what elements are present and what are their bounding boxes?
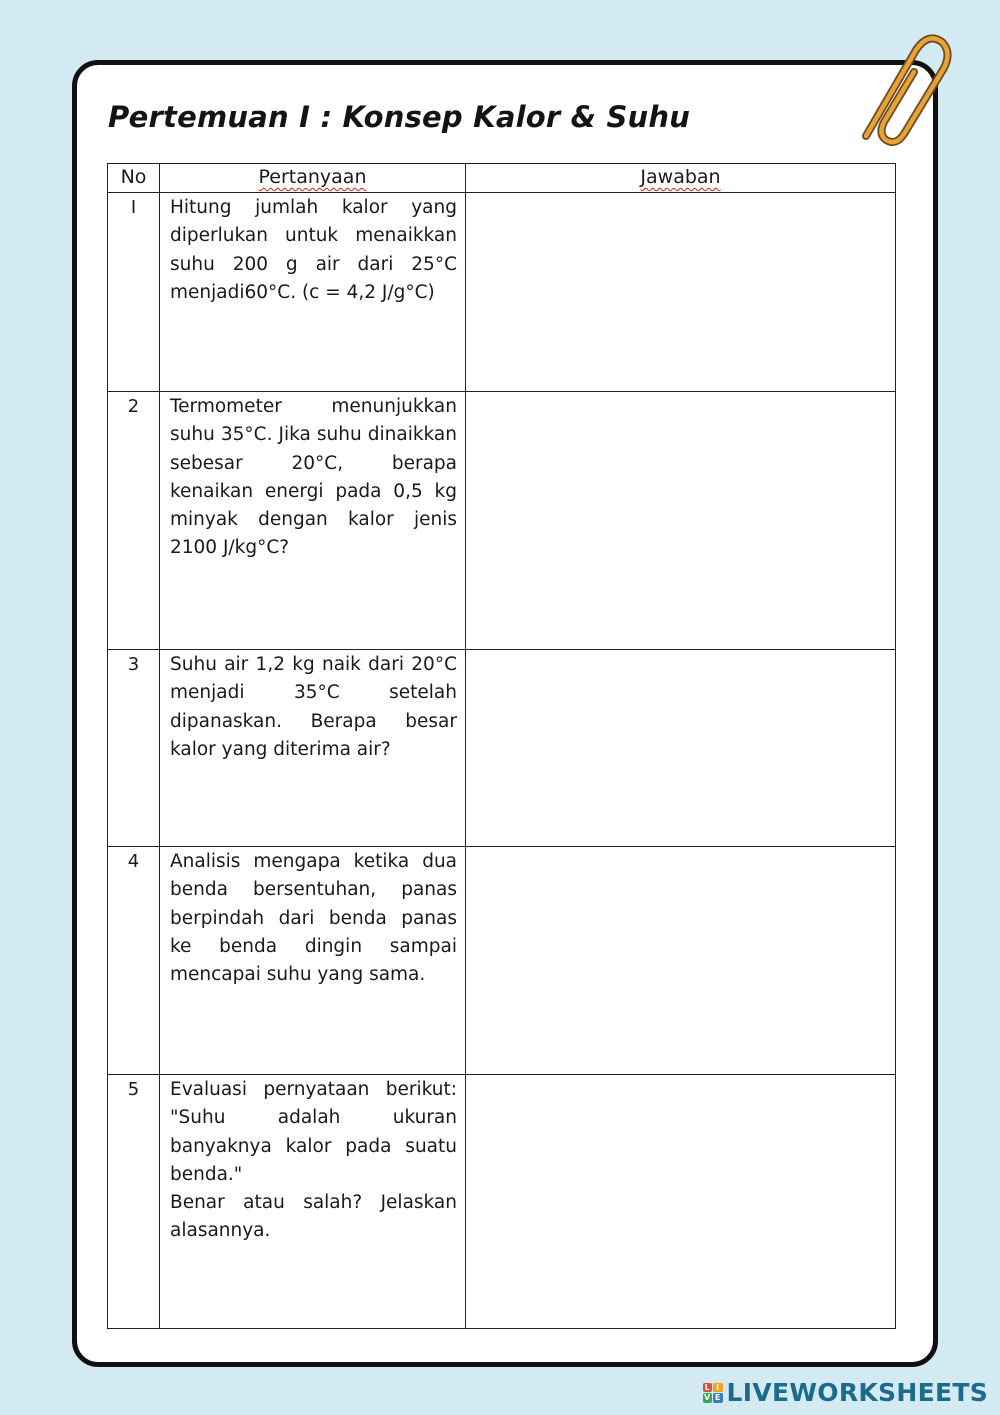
row-number: 2 [108,392,160,650]
row-number: 3 [108,650,160,847]
table-header-row [108,164,896,193]
paperclip-icon [852,30,956,150]
row-number: 5 [108,1075,160,1329]
question-text: Evaluasi pernyataan berikut: "Suhu adalah ukuran banyaknya kalor pada suatu benda." Benar atau salah? Jelaskan alasannya. [160,1075,466,1329]
watermark-text: LIVEWORKSHEETS [726,1378,988,1407]
column-header-question: Pertanyaan [160,164,466,193]
liveworksheets-watermark [703,1378,988,1407]
question-text: Hitung jumlah kalor yang diperlukan untuk menaikkan suhu 200 g air dari 25°C menjadi60°C. (c = 4,2 J/g°C) [160,193,466,392]
table-row [108,392,896,650]
question-text: Analisis mengapa ketika dua benda bersentuhan, panas berpindah dari benda panas ke benda dingin sampai mencapai suhu yang sama. [160,847,466,1075]
answer-cell[interactable] [466,650,896,847]
answer-cell[interactable] [466,847,896,1075]
question-text: Suhu air 1,2 kg naik dari 20°C menjadi 35°C setelah dipanaskan. Berapa besar kalor yang diterima air? [160,650,466,847]
answer-cell[interactable] [466,193,896,392]
liveworksheets-logo-icon: L I V E [704,1382,721,1402]
question-text: Termometer menunjukkan suhu 35°C. Jika suhu dinaikkan sebesar 20°C, berapa kenaikan energi pada 0,5 kg minyak dengan kalor jenis 2100 J/kg°C? [160,392,466,650]
questions-table [107,163,896,1329]
table-row [108,650,896,847]
column-header-answer: Jawaban [466,164,896,193]
answer-cell[interactable] [466,392,896,650]
table-row [108,193,896,392]
table-row [108,1075,896,1329]
row-number: 4 [108,847,160,1075]
row-number: I [108,193,160,392]
table-row [108,847,896,1075]
page-title: Pertemuan I : Konsep Kalor & Suhu [108,100,691,134]
column-header-no: No [108,164,160,193]
answer-cell[interactable] [466,1075,896,1329]
